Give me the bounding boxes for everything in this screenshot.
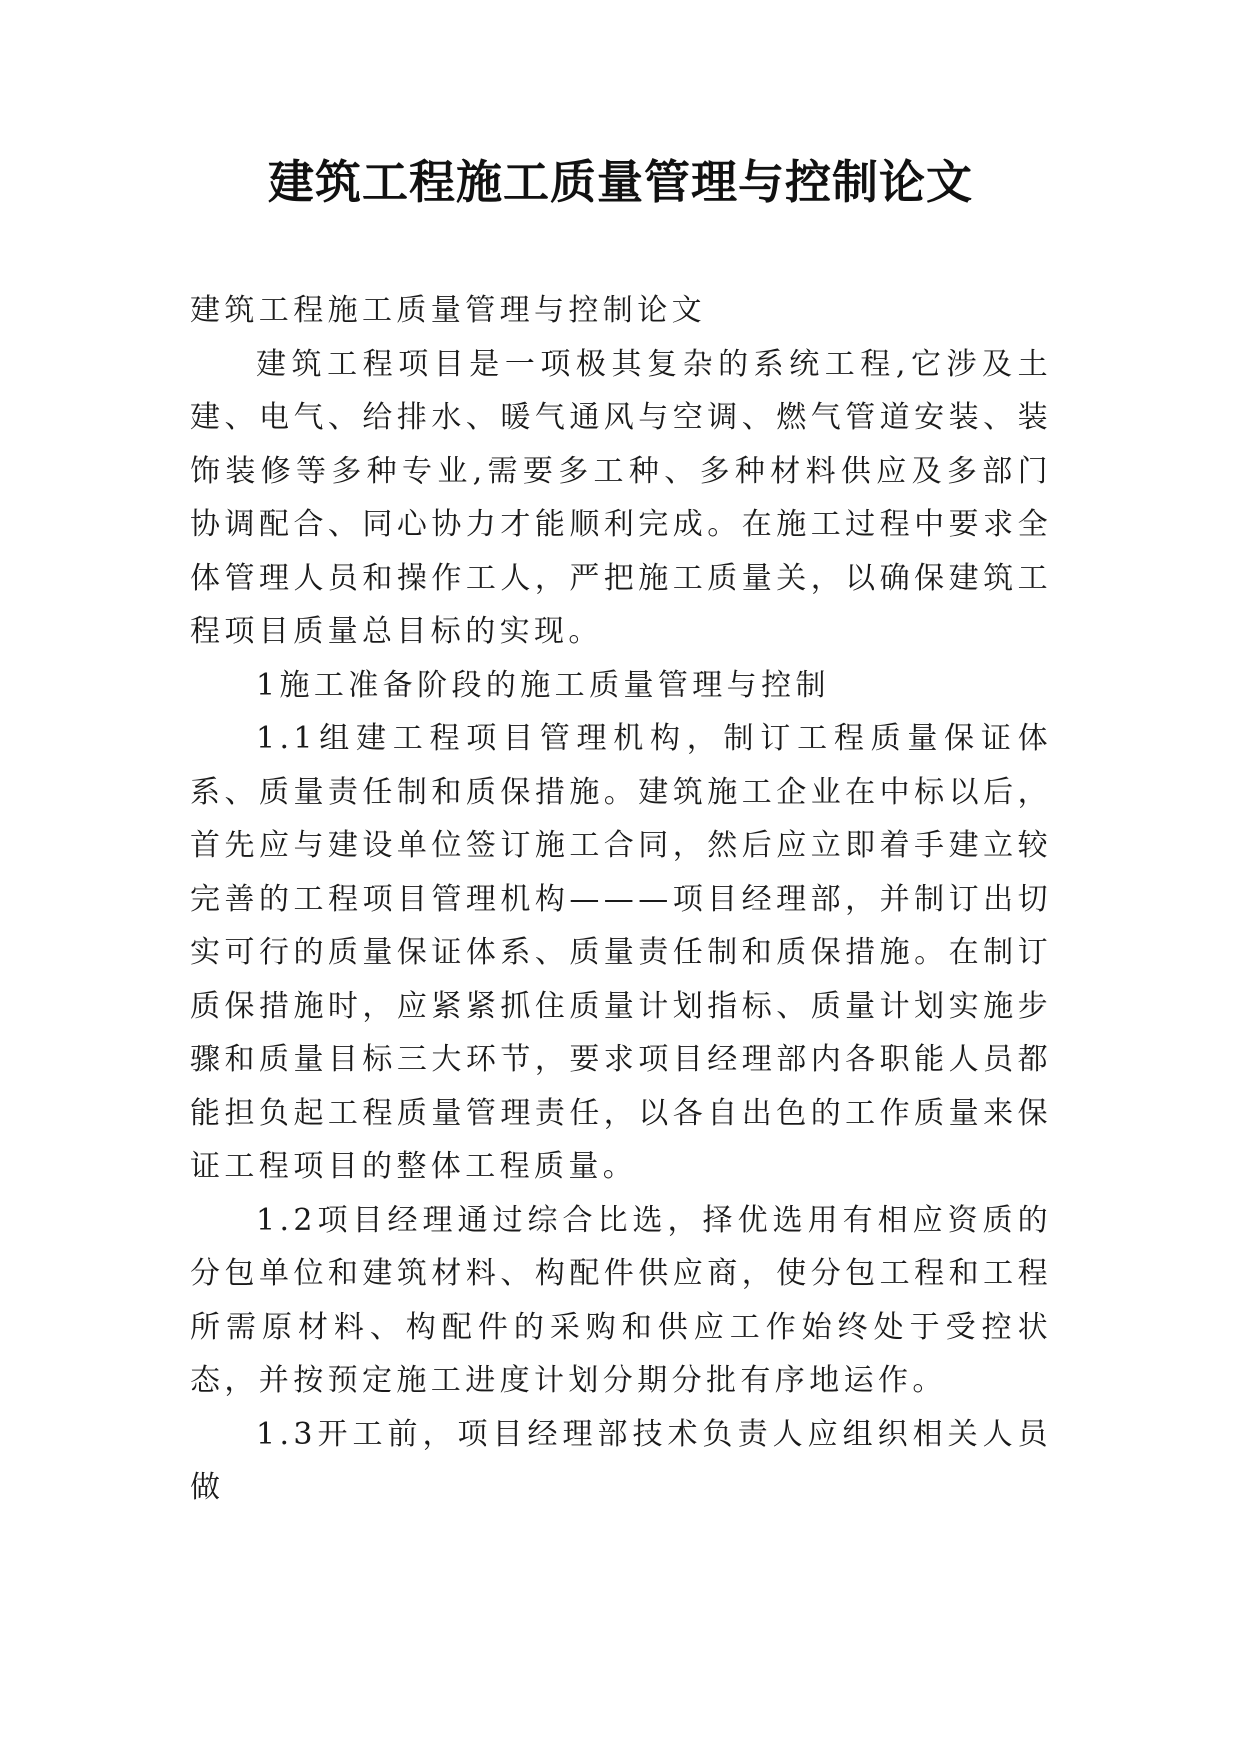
document-title: 建筑工程施工质量管理与控制论文 [268, 155, 973, 209]
paragraph-1-1: 1.1组建工程项目管理机构，制订工程质量保证体系、质量责任制和质保措施。建筑施工企业在中标以后，首先应与建设单位签订施工合同，然后应立即着手建立较完善的工程项目管理机构———项目经理部，并制订出切实可行的质量保证体系、质量责任制和质保措施。在制订质保措施时，应紧紧抓住质量计划指标、质量计划实施步骤和质量目标三大环节，要求项目经理部内各职能人员都能担负起工程质量管理责任，以各自出色的工作质量来保证工程项目的整体工程质量。 [190, 721, 1052, 1184]
section-heading-1: 1施工准备阶段的施工质量管理与控制 [256, 667, 830, 703]
paragraph-intro: 建筑工程项目是一项极其复杂的系统工程,它涉及土建、电气、给排水、暖气通风与空调、燃气管道安装、装饰装修等多种专业,需要多工种、多种材料供应及多部门协调配合、同心协力才能顺利完成。在施工过程中要求全体管理人员和操作工人，严把施工质量关，以确保建筑工程项目质量总目标的实现。 [190, 346, 1052, 649]
document-body [190, 284, 1052, 1515]
paragraph-subtitle: 建筑工程施工质量管理与控制论文 [190, 293, 706, 328]
paragraph-1-2: 1.2项目经理通过综合比选，择优选用有相应资质的分包单位和建筑材料、构配件供应商，使分包工程和工程所需原材料、构配件的采购和供应工作始终处于受控状态，并按预定施工进度计划分期分批有序地运作。 [190, 1202, 1052, 1398]
paragraph-1-3: 1.3开工前，项目经理部技术负责人应组织相关人员做 [190, 1416, 1052, 1505]
